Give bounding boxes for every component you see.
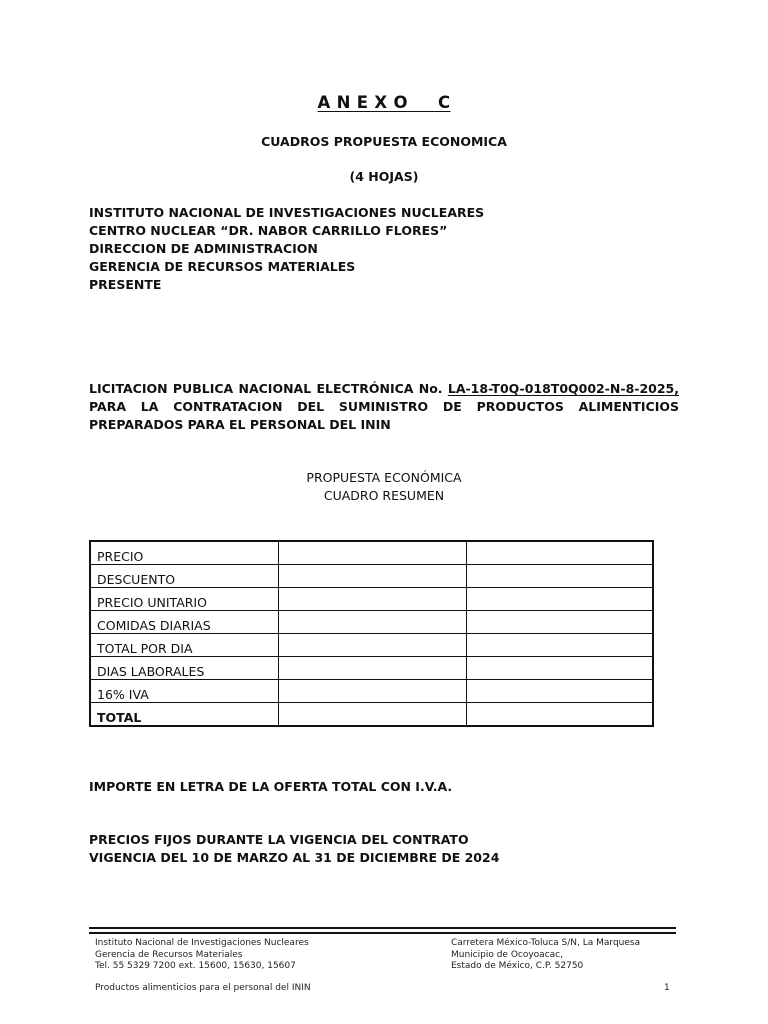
row-label: 16% IVA [90,680,279,703]
row-value-cell [279,703,467,727]
row-value-cell [467,588,654,611]
footer-line: Tel. 55 5329 7200 ext. 15600, 15630, 15607 [95,961,296,971]
row-value-cell [279,611,467,634]
subtitle: CUADROS PROPUESTA ECONOMICA [261,134,507,149]
row-value-cell [467,703,654,727]
precios-line: PRECIOS FIJOS DURANTE LA VIGENCIA DEL CONTRATO [89,832,469,847]
table-row [90,565,653,588]
row-value-cell [467,657,654,680]
licitacion-suffix: PARA LA CONTRATACION DEL SUMINISTRO DE PRODUCTOS ALIMENTICIOS PREPARADOS PARA EL PERSONAL DEL ININ [89,399,679,432]
sheet-count: (4 HOJAS) [349,169,419,184]
row-value-cell [279,680,467,703]
addressee-block [89,204,484,294]
row-value-cell [279,541,467,565]
row-label: COMIDAS DIARIAS [90,611,279,634]
licitacion-prefix: LICITACION PUBLICA NACIONAL ELECTRÓNICA No. [89,381,448,396]
table-row [90,657,653,680]
footer-line: Municipio de Ocoyoacac, [451,949,563,960]
precios-block [89,831,499,867]
licitacion-number: LA-18-T0Q-018T0Q002-N-8-2025, [447,381,679,396]
footer-left [95,938,309,973]
title-text: A N E X O C [317,93,451,112]
footer-line: Instituto Nacional de Investigaciones Nucleares [95,938,309,948]
footer-line: Gerencia de Recursos Materiales [95,949,243,960]
footer-line: Estado de México, C.P. 52750 [451,961,584,971]
proposal-line-1: PROPUESTA ECONÓMICA [306,470,462,485]
row-label: TOTAL [90,703,279,727]
row-value-cell [467,680,654,703]
table-row [90,541,653,565]
importe-heading: IMPORTE EN LETRA DE LA OFERTA TOTAL CON I.V.A. [89,779,453,794]
table-row [90,634,653,657]
table-row [90,611,653,634]
row-value-cell [467,634,654,657]
page-title [0,93,768,112]
row-label: DIAS LABORALES [90,657,279,680]
addressee-line: PRESENTE [89,277,162,292]
footer-divider [89,927,676,929]
row-value-cell [467,541,654,565]
row-label: PRECIO UNITARIO [90,588,279,611]
row-label: TOTAL POR DIA [90,634,279,657]
proposal-heading [0,469,768,505]
row-value-cell [467,611,654,634]
table-row-total [90,703,653,727]
row-value-cell [279,565,467,588]
vigencia-line: VIGENCIA DEL 10 DE MARZO AL 31 DE DICIEMBRE DE 2024 [89,850,500,865]
addressee-line: GERENCIA DE RECURSOS MATERIALES [89,259,356,274]
footer-line: Carretera México-Toluca S/N, La Marquesa [451,938,641,948]
table-row [90,680,653,703]
row-label: DESCUENTO [90,565,279,588]
addressee-line: CENTRO NUCLEAR “DR. NABOR CARRILLO FLORES” [89,223,448,238]
footer-document-name: Productos alimenticios para el personal del ININ [95,983,311,993]
row-value-cell [467,565,654,588]
table-row [90,588,653,611]
addressee-line: INSTITUTO NACIONAL DE INVESTIGACIONES NUCLEARES [89,205,485,220]
summary-table [89,540,654,727]
footer-divider [89,932,676,934]
licitacion-paragraph [89,380,679,434]
row-value-cell [279,588,467,611]
proposal-line-2: CUADRO RESUMEN [323,488,445,503]
addressee-line: DIRECCION DE ADMINISTRACION [89,241,318,256]
page-number: 1 [664,983,670,993]
row-value-cell [279,657,467,680]
row-value-cell [279,634,467,657]
row-label: PRECIO [90,541,279,565]
footer-right [451,938,640,973]
